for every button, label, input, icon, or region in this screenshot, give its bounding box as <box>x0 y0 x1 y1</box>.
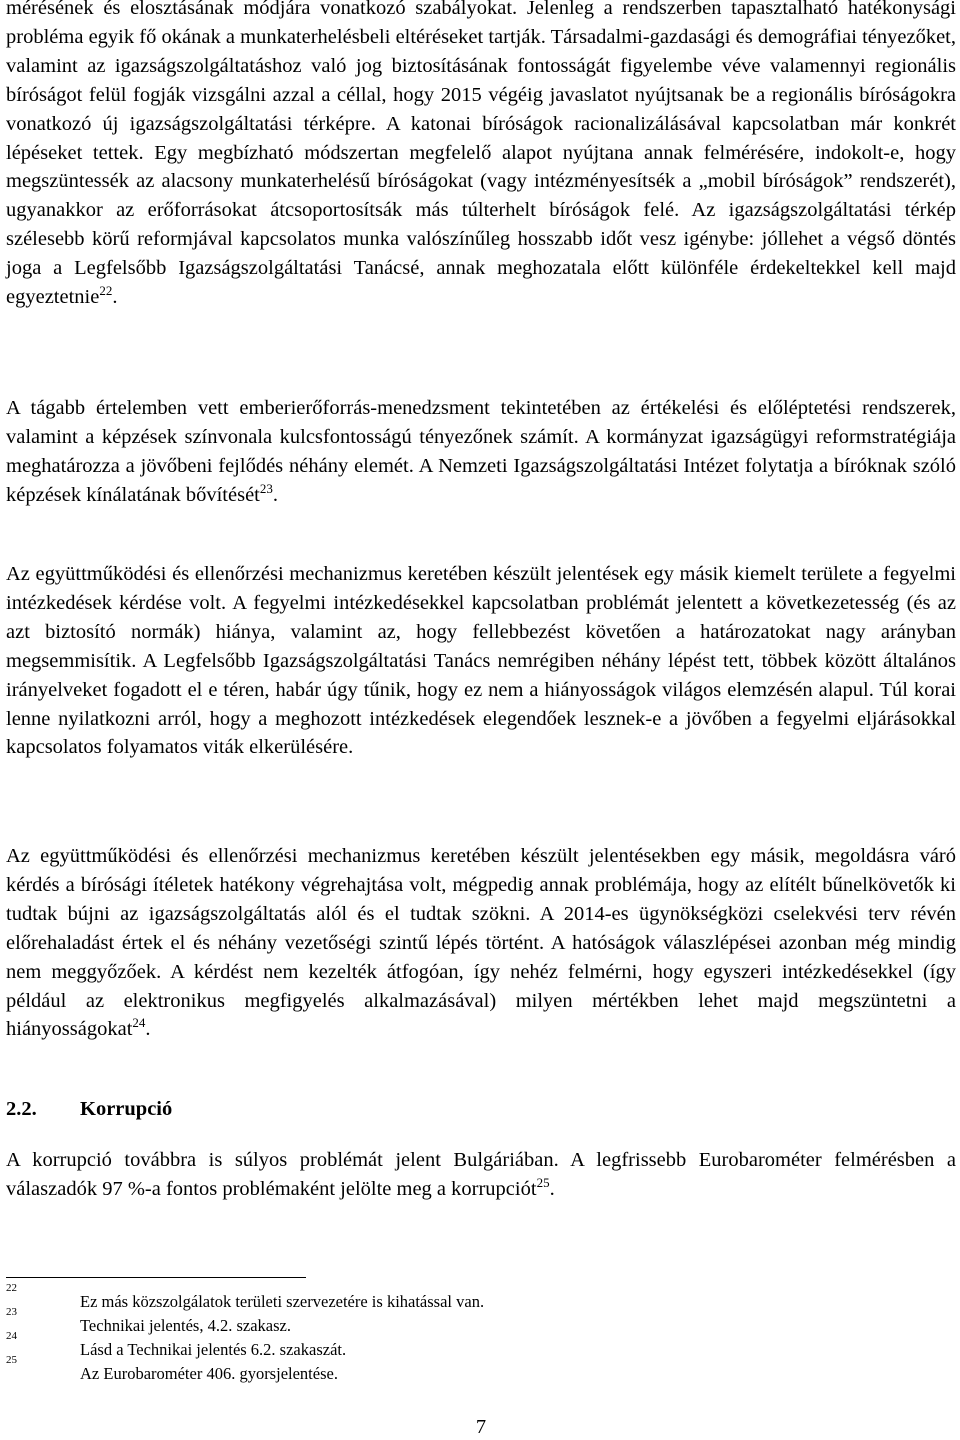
footnote-text: Ez más közszolgálatok területi szervezetére is kihatással van. <box>80 1292 485 1311</box>
paragraph-disciplinary <box>6 560 956 762</box>
footnote-divider <box>6 1277 306 1278</box>
paragraph-enforcement <box>6 842 956 1044</box>
footnote-text: Lásd a Technikai jelentés 6.2. szakaszát. <box>80 1340 347 1359</box>
footnote-item <box>6 1306 956 1338</box>
footnote-text: Technikai jelentés, 4.2. szakasz. <box>80 1316 291 1335</box>
footnote-item <box>6 1330 956 1362</box>
paragraph-text: mérésének és elosztásának módjára vonatkozó szabályokat. Jelenleg a rendszerben tapasztalható hatékonysági probléma egyik fő okának a munkaterhelésbeli eltéréseket tartják. Társadalmi-gazdasági és demográfiai tényezőket, valamint az igazságszolgáltatáshoz való jog biztosításának fontosságát figyelembe véve valamennyi regionális bíróságot felül fogják vizsgálni azzal a céllal, hogy 2015 végéig javaslatot nyújtsanak be a regionális bíróságokra vonatkozó új igazságszolgáltatási térképre. A katonai bíróságok racionalizálásával kapcsolatban már konkrét lépéseket tettek. Egy megbízható módszertan megfelelő alapot nyújtana annak felmérésére, indokolt-e, hogy megszüntessék az alacsony munkaterhelésű bíróságokat (vagy intézményesítsék a „mobil bíróságok” rendszerét), ugyanakkor az erőforrásokat átcsoportosítsák más túlterhelt bíróságok felé. Az igazságszolgáltatási térkép szélesebb körű reformjával kapcsolatos munka valószínűleg hosszabb időt vesz igénybe: jóllehet a végső döntés joga a Legfelsőbb Igazságszolgáltatási Tanácsé, annak meghozatala előtt különféle érdekeltekkel kell majd egyeztetnie <box>6 0 956 309</box>
paragraph-court-map <box>6 0 956 312</box>
footnote-item <box>6 1282 956 1314</box>
page-number: 7 <box>475 1416 487 1438</box>
paragraph-end: . <box>549 1177 555 1200</box>
footnote-item <box>6 1354 956 1386</box>
paragraph-text: A korrupció továbbra is súlyos problémát jelent Bulgáriában. A legfrissebb Eurobarométer felmérésben a válaszadók 97 %-a fontos problémaként jelölte meg a korrupciót <box>6 1149 956 1200</box>
section-title: Korrupció <box>80 1098 173 1120</box>
footnote-ref-23[interactable]: 23 <box>259 480 273 496</box>
section-heading <box>6 1095 172 1123</box>
footnote-ref-22[interactable]: 22 <box>99 283 113 299</box>
section-number: 2.2. <box>6 1098 37 1120</box>
paragraph-corruption <box>6 1146 956 1204</box>
footnote-ref-24[interactable]: 24 <box>132 1015 146 1031</box>
footnote-number: 22 <box>6 1282 17 1294</box>
footnote-number: 24 <box>6 1330 17 1342</box>
footnote-list <box>6 1282 956 1386</box>
footnote-number: 25 <box>6 1354 17 1366</box>
paragraph-text: Az együttműködési és ellenőrzési mechanizmus keretében készült jelentésekben egy másik, megoldásra váró kérdés a bírósági ítéletek hatékony végrehajtása volt, mégpedig annak problémája, hogy az elítélt bűnelkövetők ki tudtak bújni az igazságszolgáltatás alól és el tudtak szökni. A 2014-es ügynökségközi cselekvési terv révén előrehaladást értek el és néhány vezetőségi szintű lépés történt. A hatóságok válaszlépései azonban még mindig nem meggyőzőek. A kérdést nem kezelték átfogóan, így nehéz felmérni, hogy egyszeri intézkedésekkel (így például az elektronikus megfigyelés alkalmazásával) milyen mértékben lehet majd megszüntetni a hiányosságokat <box>6 845 956 1041</box>
footnote-number: 23 <box>6 1306 17 1318</box>
paragraph-end: . <box>112 286 118 309</box>
paragraph-text: Az együttműködési és ellenőrzési mechanizmus keretében készült jelentések egy másik kiemelt területe a fegyelmi intézkedések kérdése volt. A fegyelmi intézkedésekkel kapcsolatban problémát jelentett a következetesség (és az azt biztosító normák) hiánya, valamint az, hogy fellebbezést követően a határozatokat nagy arányban megsemmisítik. A Legfelsőbb Igazságszolgáltatási Tanács nemrégiben néhány lépést tett, többek között általános irányelveket fogadott el e téren, habár úgy tűnik, hogy ez nem a hiányosságok világos elemzésén alapul. Túl korai lenne nyilatkozni arról, hogy a meghozott intézkedések elegendőek lesznek-e a jövőben a fegyelmi eljárásokkal kapcsolatos folyamatos viták elkerülésére. <box>6 563 956 759</box>
paragraph-hr-management <box>6 394 956 510</box>
paragraph-end: . <box>145 1018 151 1041</box>
footnote-ref-25[interactable]: 25 <box>536 1175 550 1191</box>
paragraph-end: . <box>272 483 278 506</box>
paragraph-text: A tágabb értelemben vett emberierőforrás-menedzsment tekintetében az értékelési és előléptetési rendszerek, valamint a képzések színvonala kulcsfontosságú tényezőnek számít. A kormányzat igazságügyi reformstratégiája meghatározza a jövőbeni fejlődés néhány elemét. A Nemzeti Igazságszolgáltatási Intézet folytatja a bíróknak szóló képzések kínálatának bővítését <box>6 397 956 506</box>
footnote-text: Az Eurobarométer 406. gyorsjelentése. <box>80 1364 338 1383</box>
